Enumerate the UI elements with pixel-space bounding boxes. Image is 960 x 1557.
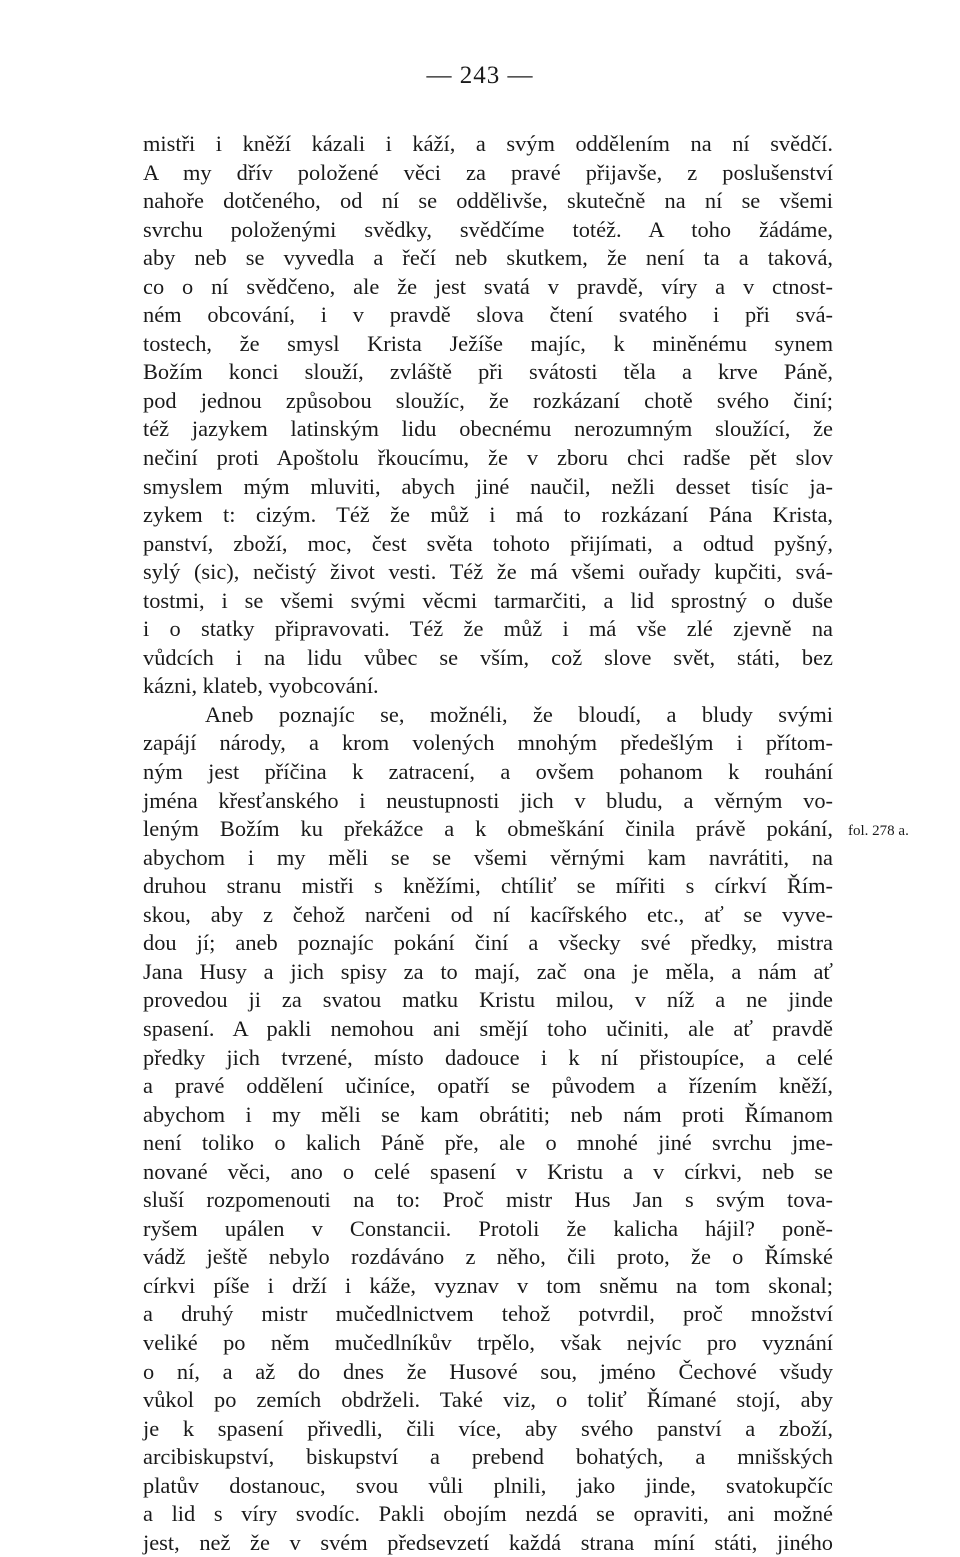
text-line: a pravé oddělení učiníce, opatří se původem a řízením kněží, <box>143 1073 833 1099</box>
text-line: nahoře dotčeného, od ní se oddělivše, skutečně na ní se všemi <box>143 188 833 214</box>
text-line: mistři i kněží kázali i káží, a svým oddělením na ní svědčí. <box>143 131 833 156</box>
text-line: ryšem upálen v Constancii. Protoli že kalicha hájil? poně- <box>143 1215 833 1241</box>
text-line: je k spasení přivedli, čili více, aby svého panství a zboží, <box>143 1415 833 1441</box>
text-line: kázni, klateb, vyobcování. <box>143 673 379 699</box>
text-line: Jana Husy a jich spisy za to mají, zač ona je měla, a nám ať <box>143 958 833 984</box>
text-line: sylý (sic), nečistý život vesti. Též že má všemi ouřady kupčiti, svá- <box>143 559 833 585</box>
text-line: dou jí; aneb poznajíc pokání činí a všecky své předky, mistra <box>143 930 833 956</box>
text-line: církvi píše i drží i káže, vyznav v tom sněmu na tom skonal; <box>143 1272 833 1298</box>
margin-note: fol. 278 a. <box>848 823 909 840</box>
text-line: svrchu položenými svědky, svědčíme totéž. A toho žádáme, <box>143 216 833 242</box>
text-line: pod jednou způsobou sloužíc, že rozkázaní chotě svého činí; <box>143 387 833 413</box>
text-line: A my dřív položené věci za pravé přijavše, z poslušenství <box>143 159 833 185</box>
text-line: Aneb poznajíc se, možnéli, že bloudí, a bludy svými <box>205 701 833 727</box>
text-line: provedou ji za svatou matku Kristu milou, v níž a ne jinde <box>143 987 833 1013</box>
text-line: a lid s víry svodíc. Pakli obojím nezdá se opraviti, ani možné <box>143 1501 833 1527</box>
text-line: spasení. A pakli nemohou ani smějí toho učiniti, ale ať pravdě <box>143 1015 833 1041</box>
text-line: leným Božím ku překážce a k obmeškání činila právě pokání, <box>143 816 833 842</box>
text-line: i o statky připravovati. Též že můž i má vše zlé zjevně na <box>143 616 833 642</box>
text-line: nované věci, ano o celé spasení v Kristu a v církvi, neb se <box>143 1158 833 1184</box>
text-line: nečiní proti Apoštolu řkoucímu, že v zboru chci radše pět slov <box>143 445 833 471</box>
text-line: též jazykem latinským lidu obecnému nerozumným sloužící, že <box>143 416 833 442</box>
text-line: tostech, že smysl Krista Ježíše majíc, k miněnému synem <box>143 330 833 356</box>
text-line: panství, zboží, moc, čest světa tohoto přijímati, a odtud pyšný, <box>143 530 833 556</box>
text-line: vůdcích i na lidu vůbec se vším, což slove svět, státi, bez <box>143 644 833 670</box>
text-line: jména křesťanského i neustupnosti jich v bludu, a věrným vo- <box>143 787 833 813</box>
text-line: druhou stranu mistři s kněžími, chtíliť se mířiti s církví Řím- <box>143 873 833 899</box>
text-line: sluší rozpomenouti na to: Proč mistr Hus Jan s svým tova- <box>143 1187 833 1213</box>
text-line: jest, než že v svém předsevzetí každá strana míní státi, jiného <box>143 1529 833 1555</box>
text-line: skou, aby z čehož narčeni od ní kacířského etc., ať se vyve- <box>143 901 833 927</box>
text-line: tostmi, i se všemi svými věcmi tarmarčiti, a lid sprostný o duše <box>143 587 833 613</box>
text-line: ném obcování, i v pravdě slova čtení svatého i při svá- <box>143 302 833 328</box>
text-line: předky jich tvrzené, místo dadouce i k ní přistoupíce, a celé <box>143 1044 833 1070</box>
text-line: o ní, a až do dnes že Husové sou, jméno Čechové všudy <box>143 1358 833 1384</box>
text-line: vádž ještě nebylo rozdáváno z něho, čili proto, že o Římské <box>143 1244 833 1270</box>
text-line: zapájí národy, a krom volených mnohým předešlým i přítom- <box>143 730 833 756</box>
page-number: — 243 — <box>426 62 534 89</box>
text-line: veliké po něm mučedlníkův trpělo, však nejvíc pro vyznání <box>143 1329 833 1355</box>
text-line: a druhý mistr mučedlnictvem tehož potvrdil, proč množství <box>143 1301 833 1327</box>
text-line: abychom i my měli se kam obrátiti; neb nám proti Římanom <box>143 1101 833 1127</box>
text-line: není toliko o kalich Páně pře, ale o mnohé jiné svrchu jme- <box>143 1130 833 1156</box>
text-line: ným jest příčina k zatracení, a ovšem pohanom k rouhání <box>143 759 833 785</box>
text-line: vůkol po zemích obdrželi. Také viz, o toliť Římané stojí, aby <box>143 1387 833 1413</box>
text-line: smyslem mým mluviti, abych jiné naučil, nežli desset tisíc ja- <box>143 473 833 499</box>
text-line: Božím konci slouží, zvláště při svátosti těla a krve Páně, <box>143 359 833 385</box>
text-line: aby neb se vyvedla a řečí neb skutkem, že není ta a taková, <box>143 245 833 271</box>
text-line: arcibiskupství, biskupství a prebend bohatých, a mnišských <box>143 1444 833 1470</box>
text-line: zykem t: cizým. Též že můž i má to rozkázaní Pána Krista, <box>143 502 833 528</box>
text-column <box>143 130 833 1557</box>
text-line: abychom i my měli se se všemi věrnými kam navrátiti, na <box>143 844 833 870</box>
text-line: platův dostanouc, svou vůli plnili, jako jinde, svatokupčíc <box>143 1472 833 1498</box>
text-line: co o ní svědčeno, ale že jest svatá v pravdě, víry a v ctnost- <box>143 273 833 299</box>
